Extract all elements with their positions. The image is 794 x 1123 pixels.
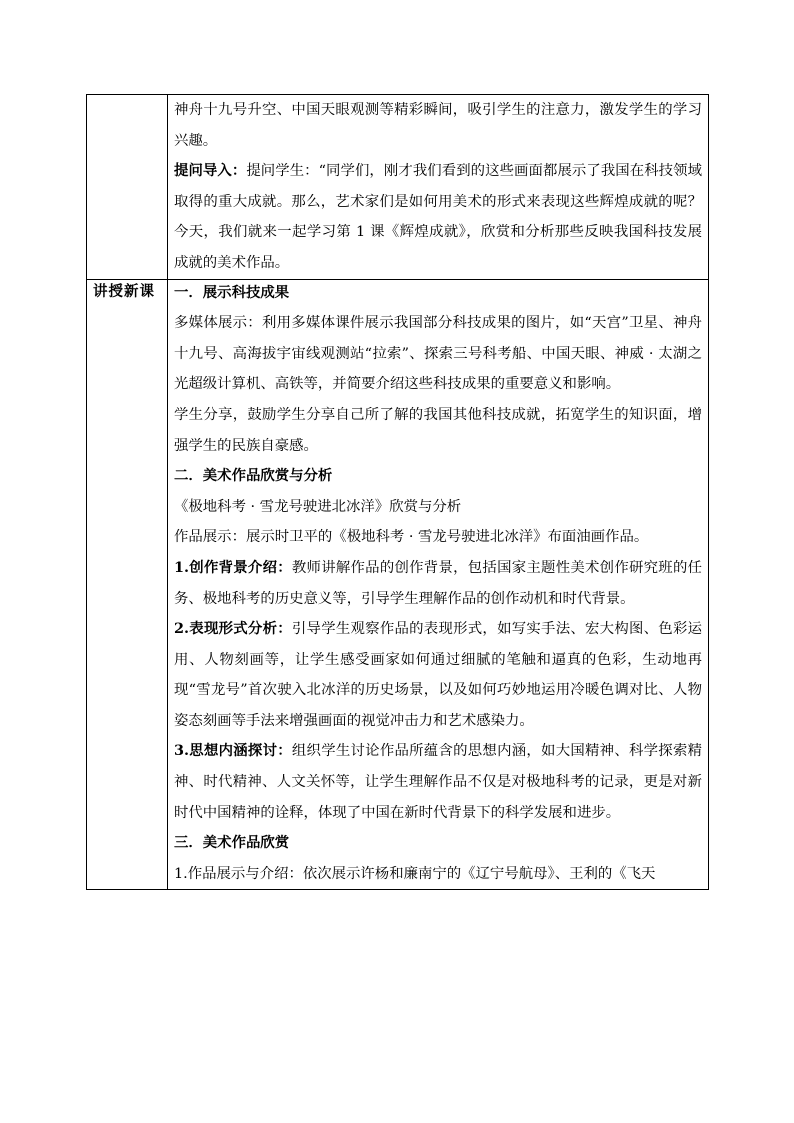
paragraph: 多媒体展示：利用多媒体课件展示我国部分科技成果的图片，如“天宫”卫星、神舟十九号、高海拔宇宙线观测站“拉索”、探索三号科考船、中国天眼、神威 · 太湖之光超级计算机、高铁等，并简要介绍这些科技成果的重要意义和影响。 — [174, 315, 702, 393]
paragraph-heading: 3.思想内涵探讨： — [174, 742, 292, 760]
paragraph: 1.创作背景介绍：教师讲解作品的创作背景，包括国家主题性美术创作研究班的任务、极地科考的历史意义等，引导学生理解作品的创作动机和时代背景。 — [174, 558, 702, 607]
row-label-cell — [87, 279, 168, 890]
row-content-cell — [168, 95, 709, 280]
table-row — [87, 279, 709, 890]
paragraph: 神舟十九号升空、中国天眼观测等精彩瞬间，吸引学生的注意力，激发学生的学习兴趣。 — [174, 102, 702, 149]
paragraph: 1.作品展示与介绍：依次展示许杨和廉南宁的《辽宁号航母》、王利的《飞天 — [174, 865, 656, 882]
lesson-plan-table — [86, 94, 709, 890]
paragraph-heading: 1.创作背景介绍： — [174, 558, 292, 576]
row-content-cell — [168, 279, 709, 890]
row-label-cell — [87, 95, 168, 280]
paragraph-heading: 2.表现形式分析： — [174, 620, 292, 638]
section-heading: 二．美术作品欣赏与分析 — [174, 467, 333, 485]
paragraph: 作品展示：展示时卫平的《极地科考 · 雪龙号驶进北冰洋》布面油画作品。 — [174, 529, 649, 546]
table-row — [87, 95, 709, 280]
row-label: 讲授新课 — [93, 282, 155, 300]
paragraph: 2.表现形式分析：引导学生观察作品的表现形式，如写实手法、宏大构图、色彩运用、人物刻画等，让学生感受画家如何通过细腻的笔触和逼真的色彩，生动地再现“雪龙号”首次驶入北冰洋的历史场景，以及如何巧妙地运用冷暖色调对比、人物姿态刻画等手法来增强画面的视觉冲击力和艺术感染力。 — [174, 620, 702, 729]
section-heading: 三．美术作品欣赏 — [174, 834, 290, 852]
section-heading: 一．展示科技成果 — [174, 283, 290, 301]
paragraph: 3.思想内涵探讨：组织学生讨论作品所蕴含的思想内涵，如大国精神、科学探索精神、时代精神、人文关怀等，让学生理解作品不仅是对极地科考的记录，更是对新时代中国精神的诠释，体现了中国在新时代背景下的科学发展和进步。 — [174, 742, 702, 821]
paragraph: 提问导入：提问学生：“同学们，刚才我们看到的这些画面都展示了我国在科技领域取得的重大成就。那么，艺术家们是如何用美术的形式来表现这些辉煌成就的呢？今天，我们就来一起学习第 1 课《辉煌成就》，欣赏和分析那些反映我国科技发展成就的美术作品。 — [174, 162, 702, 271]
paragraph: 学生分享，鼓励学生分享自己所了解的我国其他科技成就，拓宽学生的知识面，增强学生的民族自豪感。 — [174, 406, 702, 454]
paragraph-heading: 提问导入： — [174, 162, 247, 180]
paragraph: 《极地科考 · 雪龙号驶进北冰洋》欣赏与分析 — [174, 498, 462, 515]
